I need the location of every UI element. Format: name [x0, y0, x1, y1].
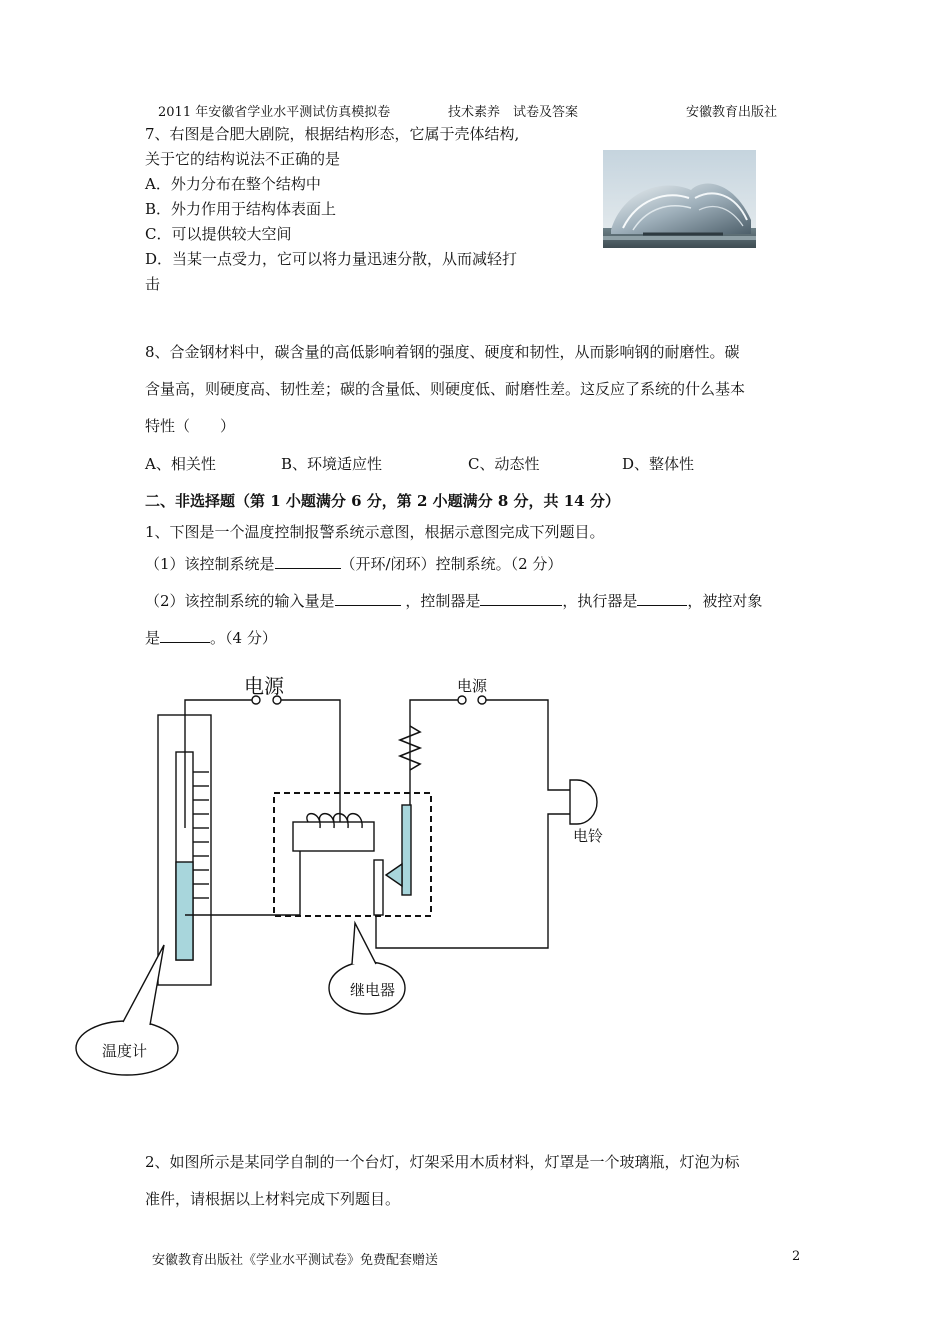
power-label-left: 电源 [244, 674, 284, 698]
header-title: 2011 年安徽省学业水平测试仿真模拟卷 [158, 105, 391, 120]
q7-stem-line2: 关于它的结构说法不正确的是 [145, 150, 341, 168]
bell-icon [570, 780, 597, 824]
grand-theater-photo [603, 150, 756, 248]
thermometer-label: 温度计 [102, 1042, 148, 1060]
q8-option-c: C、动态性 [468, 455, 540, 473]
header-publisher: 安徽教育出版社 [686, 105, 778, 120]
q2-line1: 2、如图所示是某同学自制的一个台灯，灯架采用木质材料，灯罩是一个玻璃瓶，灯泡为标 [145, 1153, 740, 1171]
power-label-right: 电源 [457, 677, 488, 695]
section2-title: 二、非选择题（第 1 小题满分 6 分，第 2 小题满分 8 分，共 14 分） [145, 492, 620, 510]
q2-line2: 准件，请根据以上材料完成下列题目。 [145, 1190, 401, 1208]
answer-blank-controlled-object[interactable] [160, 628, 210, 643]
q8-option-d: D、整体性 [622, 455, 695, 473]
footer-text: 安徽教育出版社《学业水平测试卷》免费配套赠送 [152, 1253, 439, 1268]
q7-option-b: B．外力作用于结构体表面上 [145, 200, 337, 218]
q7-stem-line1: 7、右图是合肥大剧院，根据结构形态，它属于壳体结构, [145, 125, 520, 143]
q1-part2-actuator: ，执行器是 [562, 592, 638, 610]
q1-part1-prefix: （1）该控制系统是 [145, 555, 275, 573]
q8-line3: 特性（ ） [145, 417, 236, 435]
q1-part2-line1 [145, 590, 762, 611]
q7-option-d-line1: D．当某一点受力，它可以将力量迅速分散，从而减轻打 [145, 250, 518, 268]
q8-line2: 含量高，则硬度高、韧性差；碳的含量低、则硬度低、耐磨性差。这反应了系统的什么基本 [145, 380, 746, 398]
q8-option-a: A、相关性 [145, 455, 216, 473]
wire-armature-to-power [410, 700, 458, 805]
bell-label: 电铃 [573, 827, 604, 845]
temperature-alarm-diagram [70, 670, 630, 1080]
q1-part1-suffix: （开环/闭环）控制系统。（2 分） [340, 555, 563, 573]
relay-callout-pointer [352, 923, 376, 964]
power-terminal-right-b [478, 696, 486, 704]
q1-part2-object: ，被控对象 [687, 592, 763, 610]
q7-option-c: C．可以提供较大空间 [145, 225, 292, 243]
relay-fixed-contact [374, 860, 383, 915]
thermometer-liquid [176, 862, 193, 960]
relay-armature [402, 805, 411, 895]
wire-power-to-bell [485, 700, 570, 790]
q1-part2-line2-suffix: 。（4 分） [210, 629, 277, 647]
q7-option-a: A．外力分布在整个结构中 [145, 175, 321, 193]
answer-blank-input[interactable] [335, 591, 401, 606]
q1-part2-line2 [145, 627, 277, 648]
q8-line1: 8、合金钢材料中，碳含量的高低影响着钢的强度、硬度和韧性，从而影响钢的耐磨性。碳 [145, 343, 740, 361]
wire-power-to-coil [280, 700, 340, 830]
q8-option-b: B、环境适应性 [281, 455, 383, 473]
answer-blank-actuator[interactable] [637, 591, 687, 606]
relay-label: 继电器 [350, 981, 396, 999]
answer-blank-loop-type[interactable] [275, 554, 341, 569]
q1-part2-line2-prefix: 是 [145, 629, 161, 647]
q1-part2-prefix: （2）该控制系统的输入量是 [145, 592, 335, 610]
q1-part1 [145, 553, 562, 574]
power-terminal-right-a [458, 696, 466, 704]
relay-contact [386, 864, 402, 886]
answer-blank-controller[interactable] [480, 591, 562, 606]
q1-part2-controller: ，控制器是 [405, 592, 481, 610]
q1-intro: 1、下图是一个温度控制报警系统示意图，根据示意图完成下列题目。 [145, 523, 605, 541]
q7-option-d-line2: 击 [145, 275, 161, 293]
page-number: 2 [792, 1249, 801, 1264]
header-subject: 技术素养 试卷及答案 [448, 105, 579, 120]
